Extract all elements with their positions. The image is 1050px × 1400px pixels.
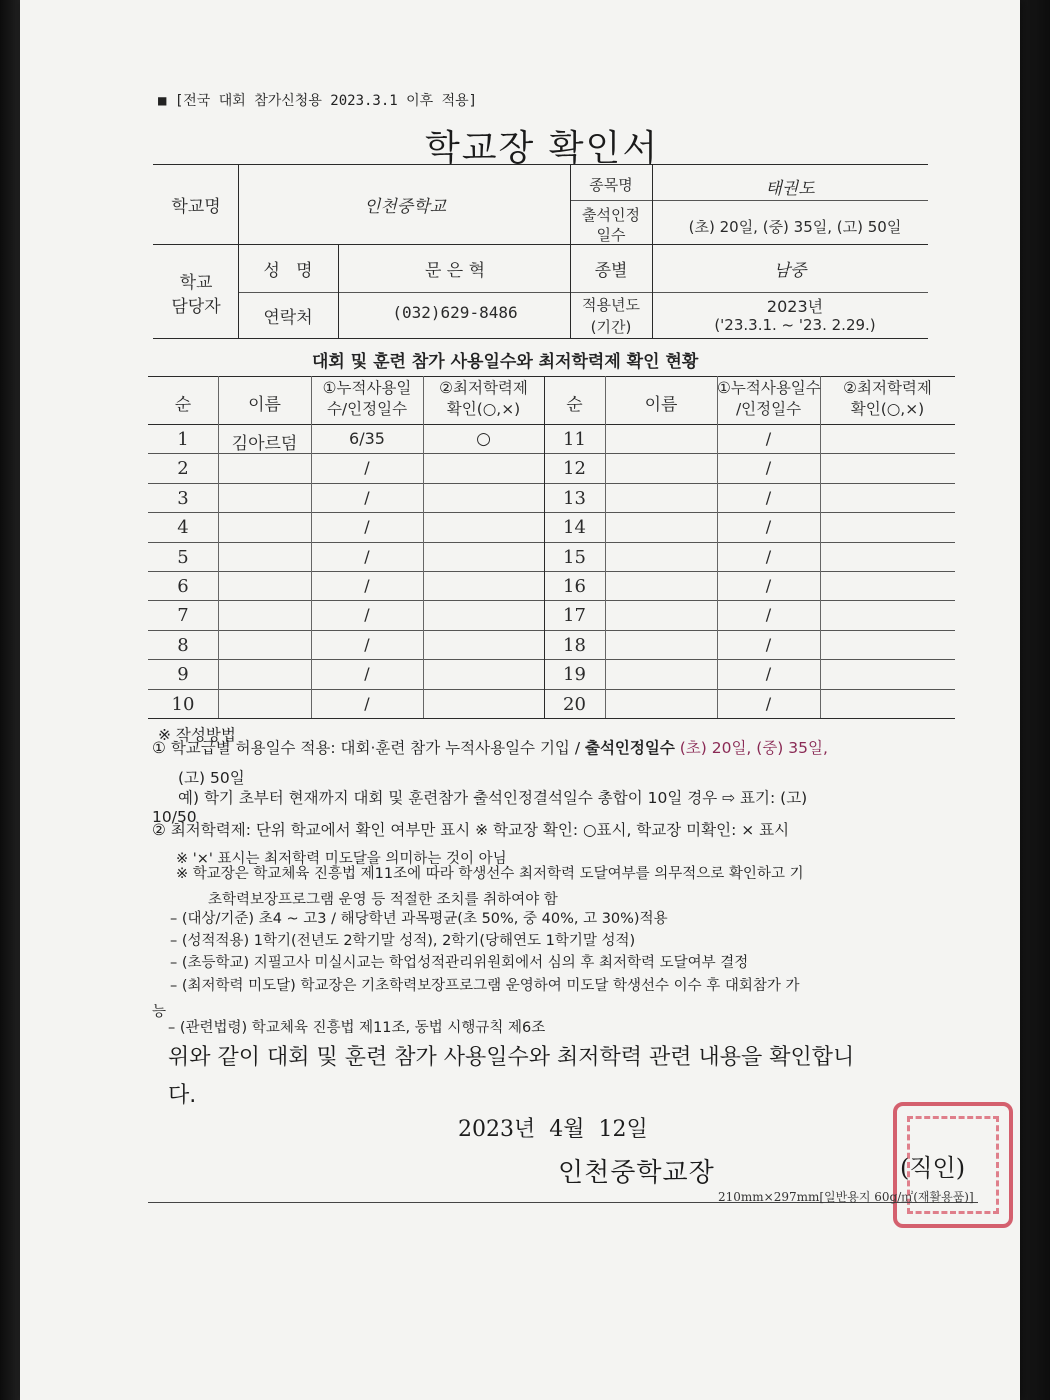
note-1 — [152, 736, 828, 758]
table-row-border — [148, 630, 955, 631]
note-4b: 초학력보장프로그램 운영 등 적절한 조치를 취하여야 함 — [208, 892, 558, 908]
signer: 인천중학교장 — [558, 1158, 715, 1188]
note-4a: ※ 학교장은 학교체육 진흥법 제11조에 따라 학생선수 최저학력 도달여부를 의무적으로 확인하고 기 — [176, 866, 804, 882]
name-label: 성 명 — [263, 261, 313, 281]
row-seq: 9 — [177, 664, 189, 686]
table-top-border — [148, 376, 955, 377]
row-days: / — [364, 664, 370, 684]
header-days-right: ①누적사용일수 /인정일수 — [717, 379, 821, 418]
table-row-border — [148, 512, 955, 513]
gender-label: 종별 — [594, 261, 628, 281]
table-column-border — [605, 376, 606, 718]
year-label-1: 적용년도 — [582, 296, 640, 314]
header-check-right: ②최저학력제 확인(○,×) — [843, 379, 932, 418]
table-column-border — [820, 376, 821, 718]
page-title: 학교장 확인서 — [425, 128, 660, 169]
school-label: 학교명 — [171, 197, 221, 217]
note-2: ② 최저학력제: 단위 학교에서 확인 여부만 표시 ※ 학교장 확인: ○표시, 학교장 미확인: × 표시 — [152, 821, 790, 839]
row-days-right: / — [765, 487, 772, 507]
confirm-line-1: 위와 같이 대회 및 훈련 참가 사용일수와 최저학력 관련 내용을 확인합니 — [168, 1045, 855, 1070]
header-name: 이름 — [248, 395, 281, 415]
attendance-value: (초) 20일, (중) 35일, (고) 50일 — [688, 218, 902, 236]
paper-spec-footer: 210mm×297mm[일반용지 60g/㎡(재활용품)] — [718, 1190, 974, 1204]
header-name-right: 이름 — [644, 395, 678, 415]
row-days: / — [364, 576, 370, 595]
note-6: – (성적적용) 1학기(전년도 2학기말 성적), 2학기(당해연도 1학기말 성적) — [170, 933, 636, 949]
table-row-border — [148, 718, 955, 719]
row-seq-right: 12 — [563, 458, 586, 480]
row-days-right: / — [765, 634, 772, 654]
row-days-right: / — [765, 429, 772, 448]
row-seq-right: 11 — [563, 429, 586, 450]
row-seq-right: 17 — [563, 605, 586, 627]
row-check: ○ — [476, 429, 491, 449]
row-days: / — [364, 634, 370, 654]
row-days: / — [364, 693, 370, 713]
year-value-1: 2023년 — [766, 297, 824, 316]
table-row-border — [148, 600, 955, 601]
row-seq: 1 — [177, 429, 189, 450]
row-seq-right: 18 — [563, 634, 586, 656]
row-days-right: / — [765, 458, 772, 478]
row-days: / — [364, 458, 370, 478]
row-seq: 4 — [177, 517, 189, 539]
note-7: – (초등학교) 지필고사 미실시교는 학업성적관리위원회에서 심의 후 최저학력 도달여부 결정 — [170, 955, 749, 971]
row-seq: 2 — [177, 458, 189, 480]
note-1-bold: 출석인정일수 — [584, 739, 675, 757]
row-seq: 6 — [177, 576, 189, 597]
table-column-border — [218, 376, 219, 718]
row-days-right: / — [765, 605, 772, 625]
contact-label: 연락처 — [263, 308, 313, 328]
row-days-right: / — [765, 693, 772, 713]
row-seq: 5 — [177, 546, 189, 568]
note-3: ※ '×' 표시는 최저학력 미도달을 의미하는 것이 아님 — [176, 851, 507, 867]
note-1-example-value: 10/50 — [152, 808, 197, 826]
attendance-label-2: 일수 — [596, 226, 626, 244]
name-value: 문 은 혁 — [424, 261, 486, 281]
header-seq-right: 순 — [566, 395, 583, 415]
note-5: – (대상/기준) 초4 ~ 고3 / 해당학년 과목평균(초 50%, 중 40%, 고 30%)적용 — [170, 911, 668, 927]
row-days: 6/35 — [349, 429, 385, 448]
row-days: / — [364, 605, 370, 625]
row-seq: 3 — [177, 487, 189, 509]
row-seq-right: 15 — [563, 546, 586, 568]
note-1-example: 예) 학기 초부터 현재까지 대회 및 훈련참가 출석인정결석일수 총합이 10일 경우 ⇨ 표기: (고) — [178, 789, 808, 807]
table-row-border — [148, 483, 955, 484]
table-column-border — [423, 376, 424, 718]
school-value: 인천중학교 — [363, 197, 447, 217]
manager-label-1: 학교 — [179, 273, 213, 293]
year-label-2: (기간) — [590, 318, 632, 336]
contact-value: (032)629-8486 — [392, 303, 518, 322]
row-days: / — [364, 517, 370, 537]
header-check: ②최저학력제 확인(○,×) — [439, 379, 528, 418]
note-9: – (관련법령) 학교체육 진흥법 제11조, 동법 시행규칙 제6조 — [168, 1020, 546, 1036]
confirm-line-2: 다. — [168, 1083, 197, 1108]
note-8a: – (최저학력 미도달) 학교장은 기초학력보장프로그램 운영하여 미도달 학생선수 이수 후 대회참가 가 — [170, 978, 800, 994]
note-1-days: (초) 20일, (중) 35일, — [674, 739, 828, 757]
sport-value: 태권도 — [765, 179, 815, 199]
gender-value: 남중 — [773, 261, 807, 281]
issue-date: 2023년 4월 12일 — [458, 1117, 648, 1142]
table-header-border — [148, 424, 955, 425]
note-1-high: (고) 50일 — [178, 769, 245, 787]
row-seq-right: 13 — [563, 487, 586, 509]
sport-label: 종목명 — [589, 176, 633, 194]
header-days: ①누적사용일 수/인정일수 — [322, 379, 412, 418]
header-seq: 순 — [174, 395, 192, 415]
row-days-right: / — [765, 517, 772, 537]
manager-label-2: 담당자 — [171, 297, 221, 317]
row-days-right: / — [765, 664, 772, 684]
seal-label: (직인) — [900, 1154, 966, 1182]
header-note: ■ [전국 대회 참가신청용 2023.3.1 이후 적용] — [158, 93, 478, 109]
note-8b: 능 — [152, 1004, 167, 1020]
attendance-label-1: 출석인정 — [582, 206, 640, 224]
row-seq-right: 14 — [563, 517, 586, 539]
section-title: 대회 및 훈련 참가 사용일수와 최저학력제 확인 현황 — [312, 352, 699, 372]
year-value-2: ('23.3.1. ~ '23. 2.29.) — [714, 316, 876, 334]
row-days: / — [364, 487, 370, 507]
table-row-border — [148, 659, 955, 660]
row-seq: 8 — [177, 634, 189, 656]
row-seq-right: 19 — [563, 664, 586, 686]
row-days-right: / — [765, 546, 772, 566]
row-days-right: / — [765, 576, 772, 595]
note-1-text: ① 학교급별 허용일수 적용: 대회·훈련 참가 누적사용일수 기입 / — [152, 739, 585, 757]
row-seq-right: 16 — [563, 576, 586, 597]
table-row-border — [148, 542, 955, 543]
table-row-border — [148, 689, 955, 690]
row-name: 김아르덤 — [231, 434, 298, 454]
row-seq-right: 20 — [563, 693, 586, 715]
notes-heading: ※ 작성방법 — [158, 726, 236, 744]
row-seq: 10 — [171, 693, 195, 715]
row-days: / — [364, 546, 370, 566]
document-page — [20, 0, 1020, 1400]
row-seq: 7 — [177, 605, 189, 627]
table-row-border — [148, 571, 955, 572]
